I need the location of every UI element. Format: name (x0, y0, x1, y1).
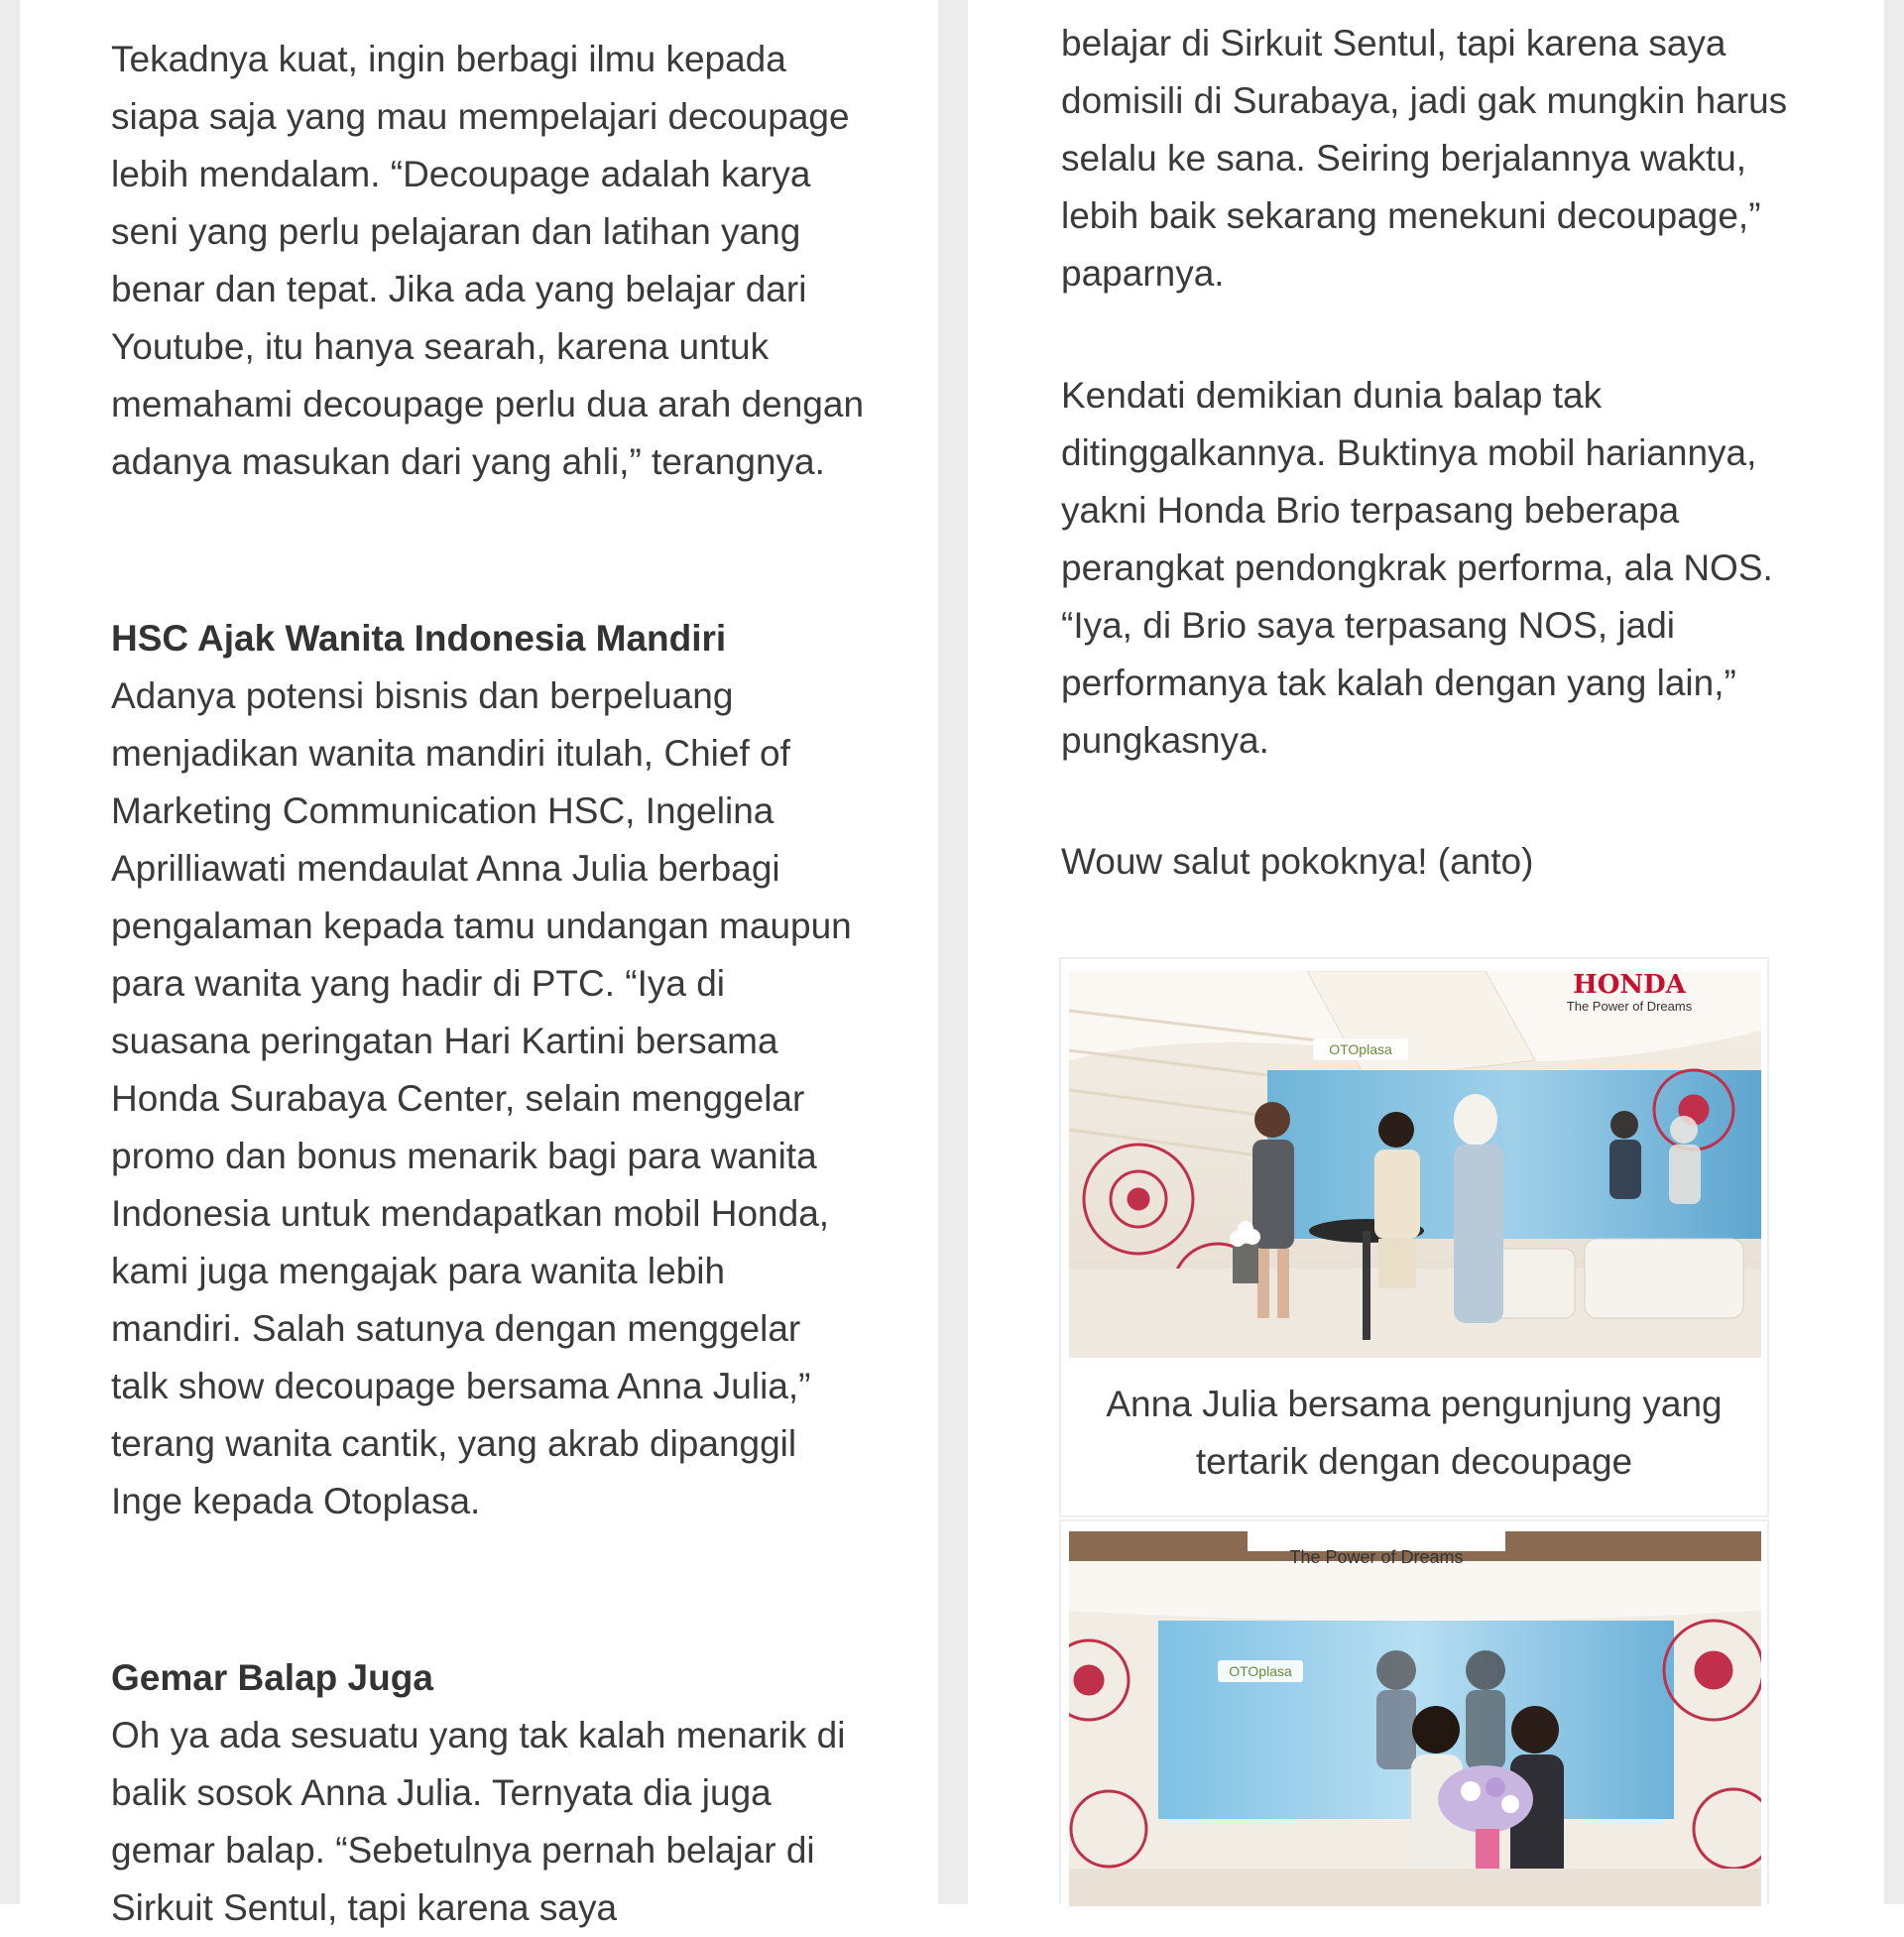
article-paragraph: Tekadnya kuat, ingin berbagi ilmu kepada siapa saja yang mau mempelajari decoupage lebih mendalam. “Decoupage adalah karya seni yang perlu pelajaran dan latihan yang benar dan tepat. Jika ada yang belajar dari Youtube, itu hanya searah, karena untuk memahami decoupage perlu dua arah dengan adanya masukan dari yang ahli,” terangnya. (111, 39, 865, 482)
article-paragraph: Adanya potensi bisnis dan berpeluang menjadikan wanita mandiri itulah, Chief of Marketing Communication HSC, Ingelina Aprilliawati mendaulat Anna Julia berbagi pengalaman kepada tamu undangan maupun para wanita yang hadir di PTC. “Iya di suasana peringatan Hari Kartini bersama Honda Surabaya Center, selain menggelar promo dan bonus menarik bagi para wanita Indonesia untuk mendapatkan mobil Honda, kami juga mengajak para wanita lebih mandiri. Salah satunya dengan menggelar talk show decoupage bersama Anna Julia,” terang wanita cantik, yang akrab dipanggil Inge kepada Otoplasa. (111, 675, 852, 1521)
honda-tagline: The Power of Dreams (1566, 999, 1693, 1014)
section-heading: HSC Ajak Wanita Indonesia Mandiri (111, 618, 727, 659)
otoplasa-watermark: OTOplasa (1329, 1041, 1392, 1057)
photo-caption: Anna Julia bersama pengunjung yang tertarik dengan decoupage (1106, 1384, 1723, 1482)
otoplasa-watermark: OTOplasa (1229, 1663, 1292, 1679)
article-paragraph: Wouw salut pokoknya! (anto) (1061, 841, 1534, 882)
honda-tagline: The Power of Dreams (1289, 1547, 1464, 1567)
right-gutter (1884, 0, 1904, 1904)
photo-figure (1059, 1519, 1769, 1904)
article-paragraph: belajar di Sirkuit Sentul, tapi karena saya domisili di Surabaya, jadi gak mungkin harus selalu ke sana. Seiring berjalannya waktu, lebih baik sekarang menekuni decoupage,” paparnya. (1061, 23, 1788, 294)
event-photo[interactable] (1069, 971, 1761, 1358)
article-paragraph: Kendati demikian dunia balap tak ditinggalkannya. Buktinya mobil hariannya, yakni Honda Brio terpasang beberapa perangkat pendongkrak performa, ala NOS. “Iya, di Brio saya terpasang NOS, jadi performanya tak kalah dengan yang lain,” pungkasnya. (1061, 375, 1773, 761)
photo-figure (1059, 957, 1769, 1517)
article-paragraph: Oh ya ada sesuatu yang tak kalah menarik di balik sosok Anna Julia. Ternyata dia juga gemar balap. “Sebetulnya pernah belajar di Sirkuit Sentul, tapi karena saya (111, 1715, 846, 1928)
middle-gutter (938, 0, 968, 1904)
left-gutter (0, 0, 20, 1904)
section-heading: Gemar Balap Juga (111, 1657, 433, 1698)
honda-logo: HONDA (1573, 971, 1686, 1000)
event-photo[interactable] (1069, 1531, 1761, 1906)
